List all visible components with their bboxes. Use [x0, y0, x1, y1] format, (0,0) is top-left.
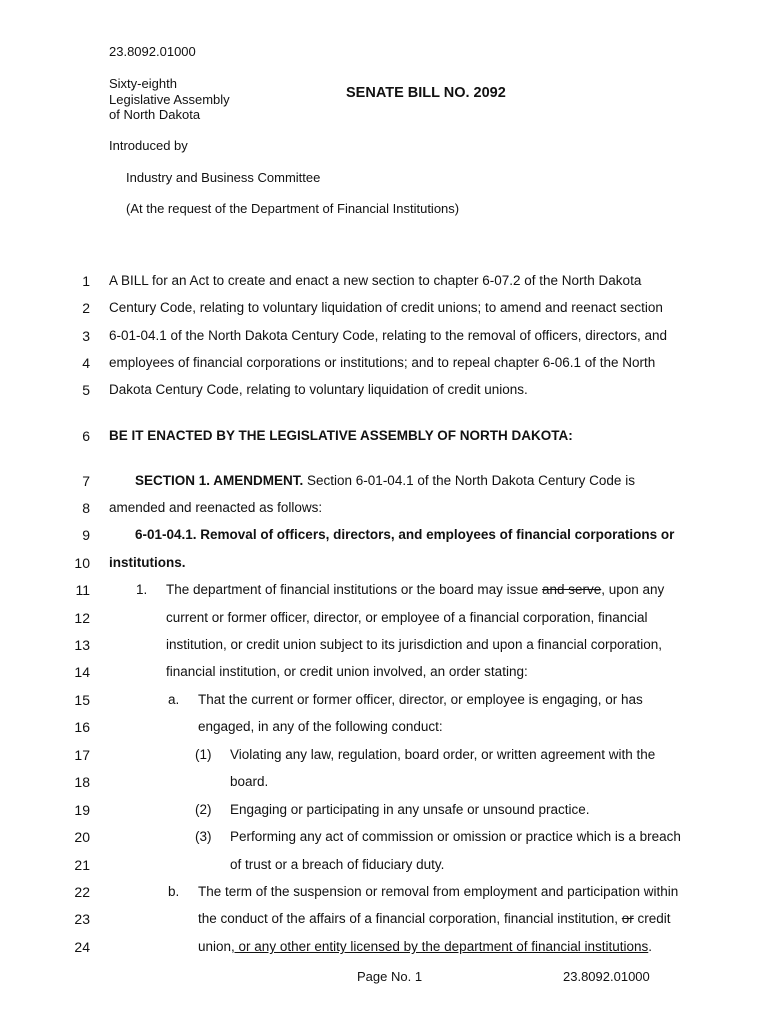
bill-text-line: amended and reenacted as follows: [109, 500, 323, 515]
text-segment: the conduct of the affairs of a financial corporation, financial institution, [198, 911, 622, 926]
bill-text-line: Violating any law, regulation, board order, or written agreement with the [230, 747, 656, 762]
line-number: 1 [82, 273, 90, 289]
stricken-text: and serve [541, 582, 602, 597]
subdivision-marker: b. [168, 884, 180, 899]
line-number: 16 [74, 719, 90, 735]
section-text: Section 6-01-04.1 of the North Dakota Century Code is [303, 473, 635, 488]
bill-text-line: engaged, in any of the following conduct: [198, 719, 443, 734]
line-number: 23 [74, 911, 90, 927]
text-segment: . [648, 939, 653, 954]
bill-text-line [198, 911, 671, 926]
enacting-clause: BE IT ENACTED BY THE LEGISLATIVE ASSEMBLY OF NORTH DAKOTA: [109, 428, 573, 443]
line-number: 17 [74, 747, 90, 763]
line-number: 5 [82, 382, 90, 398]
bill-text-line [198, 939, 652, 954]
line-number: 6 [82, 428, 90, 444]
line-number: 22 [74, 884, 90, 900]
line-number: 12 [74, 610, 90, 626]
section-label: SECTION 1. AMENDMENT. [135, 473, 304, 488]
inserted-text: , or any other entity licensed by the department of financial institutions [231, 939, 649, 954]
bill-text-line: of trust or a breach of fiduciary duty. [230, 857, 445, 872]
footer-document-id: 23.8092.01000 [563, 969, 650, 984]
line-number: 19 [74, 802, 90, 818]
bill-text-line: Century Code, relating to voluntary liquidation of credit unions; to amend and reenact section [109, 300, 663, 315]
line-number: 14 [74, 664, 90, 680]
line-number: 13 [74, 637, 90, 653]
paragraph-marker: (1) [195, 747, 212, 762]
bill-title: SENATE BILL NO. 2092 [346, 85, 506, 101]
text-segment: The department of financial institutions or the board may issue [166, 582, 542, 597]
committee: Industry and Business Committee [126, 170, 321, 185]
text-segment: credit [633, 911, 671, 926]
line-number: 2 [82, 300, 90, 316]
subdivision-marker: a. [168, 692, 180, 707]
line-number: 4 [82, 355, 90, 371]
paragraph-marker: (2) [195, 802, 212, 817]
bill-text-line: The term of the suspension or removal from employment and participation within [198, 884, 679, 899]
bill-text-line [166, 582, 664, 597]
line-number: 18 [74, 774, 90, 790]
bill-text-line: current or former officer, director, or employee of a financial corporation, financial [166, 610, 648, 625]
paragraph-marker: (3) [195, 829, 212, 844]
bill-text-line: financial institution, or credit union involved, an order stating: [166, 664, 528, 679]
introduced-by: Introduced by [109, 138, 188, 153]
assembly-line: Sixty-eighth [109, 76, 177, 91]
bill-text-line: board. [230, 774, 269, 789]
line-number: 3 [82, 328, 90, 344]
bill-text-line: A BILL for an Act to create and enact a new section to chapter 6-07.2 of the North Dakota [109, 273, 642, 288]
document-id: 23.8092.01000 [109, 44, 196, 59]
text-segment: union [198, 939, 232, 954]
line-number: 21 [74, 857, 90, 873]
request-note: (At the request of the Department of Financial Institutions) [126, 201, 460, 216]
text-segment: , upon any [601, 582, 665, 597]
subsection-marker: 1. [136, 582, 148, 597]
line-number: 9 [82, 527, 90, 543]
bill-text-line: That the current or former officer, director, or employee is engaging, or has [198, 692, 643, 707]
statute-heading: 6-01-04.1. Removal of officers, directors, and employees of financial corporations or [135, 527, 675, 542]
page-number: Page No. 1 [357, 969, 423, 984]
line-number: 24 [74, 939, 90, 955]
stricken-text: or [621, 911, 634, 926]
line-number: 8 [82, 500, 90, 516]
section-heading-line [135, 473, 635, 488]
line-number: 11 [75, 582, 90, 598]
bill-text-line: Dakota Century Code, relating to voluntary liquidation of credit unions. [109, 382, 528, 397]
bill-text-line: employees of financial corporations or institutions; and to repeal chapter 6-06.1 of the North [109, 355, 656, 370]
line-number: 7 [82, 473, 90, 489]
bill-text-line: Performing any act of commission or omission or practice which is a breach [230, 829, 681, 844]
line-number: 10 [74, 555, 90, 571]
assembly-line: of North Dakota [109, 107, 201, 122]
statute-heading: institutions. [109, 555, 186, 570]
line-number: 15 [74, 692, 90, 708]
assembly-block [109, 76, 230, 123]
bill-text-line: Engaging or participating in any unsafe or unsound practice. [230, 802, 590, 817]
line-number: 20 [74, 829, 90, 845]
assembly-line: Legislative Assembly [109, 91, 230, 107]
bill-text-line: institution, or credit union subject to its jurisdiction and upon a financial corporation, [166, 637, 663, 652]
bill-text-line: 6-01-04.1 of the North Dakota Century Code, relating to the removal of officers, directors, and [109, 328, 668, 343]
